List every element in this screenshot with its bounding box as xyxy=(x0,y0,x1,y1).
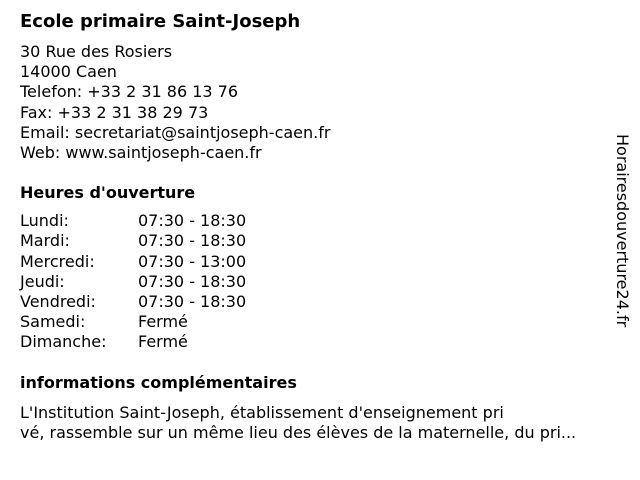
day-hours: Fermé xyxy=(138,312,188,332)
day-label: Jeudi: xyxy=(20,271,65,291)
phone-number: Telefon: +33 2 31 86 13 76 xyxy=(20,82,239,102)
day-hours: 07:30 - 13:00 xyxy=(138,251,247,271)
day-hours: 07:30 - 18:30 xyxy=(138,231,247,251)
day-label: Vendredi: xyxy=(20,292,96,312)
fax-number: Fax: +33 2 31 38 29 73 xyxy=(20,102,209,122)
additional-info-heading: informations complémentaires xyxy=(20,372,297,392)
hours-row-sunday xyxy=(20,332,620,352)
description-line: L'Institution Saint-Joseph, établissement d'enseignement pri xyxy=(20,402,504,422)
street-address: 30 Rue des Rosiers xyxy=(20,42,173,61)
hours-row-saturday xyxy=(20,312,620,332)
day-hours: Fermé xyxy=(138,332,188,352)
day-label: Mercredi: xyxy=(20,251,95,271)
opening-hours-table xyxy=(20,211,620,352)
day-label: Mardi: xyxy=(20,231,70,251)
day-label: Lundi: xyxy=(20,211,69,231)
school-name: Ecole primaire Saint-Joseph xyxy=(20,11,301,32)
hours-row-thursday xyxy=(20,272,620,292)
school-description xyxy=(20,403,620,443)
day-hours: 07:30 - 18:30 xyxy=(138,292,247,312)
school-info-card xyxy=(20,10,620,443)
day-hours: 07:30 - 18:30 xyxy=(138,211,247,231)
site-watermark: Horairesdouverture24.fr xyxy=(613,134,632,328)
hours-row-wednesday xyxy=(20,252,620,272)
day-label: Dimanche: xyxy=(20,332,107,352)
day-label: Samedi: xyxy=(20,312,86,332)
hours-row-tuesday xyxy=(20,231,620,251)
website-address: Web: www.saintjoseph-caen.fr xyxy=(20,143,262,163)
opening-hours-heading: Heures d'ouverture xyxy=(20,183,196,203)
contact-block xyxy=(20,42,620,163)
hours-row-monday xyxy=(20,211,620,231)
description-line: vé, rassemble sur un même lieu des élèves de la maternelle, du pri... xyxy=(20,422,577,442)
email-address: Email: secretariat@saintjoseph-caen.fr xyxy=(20,122,331,142)
hours-row-friday xyxy=(20,292,620,312)
city-postcode: 14000 Caen xyxy=(20,62,117,82)
day-hours: 07:30 - 18:30 xyxy=(138,271,247,291)
